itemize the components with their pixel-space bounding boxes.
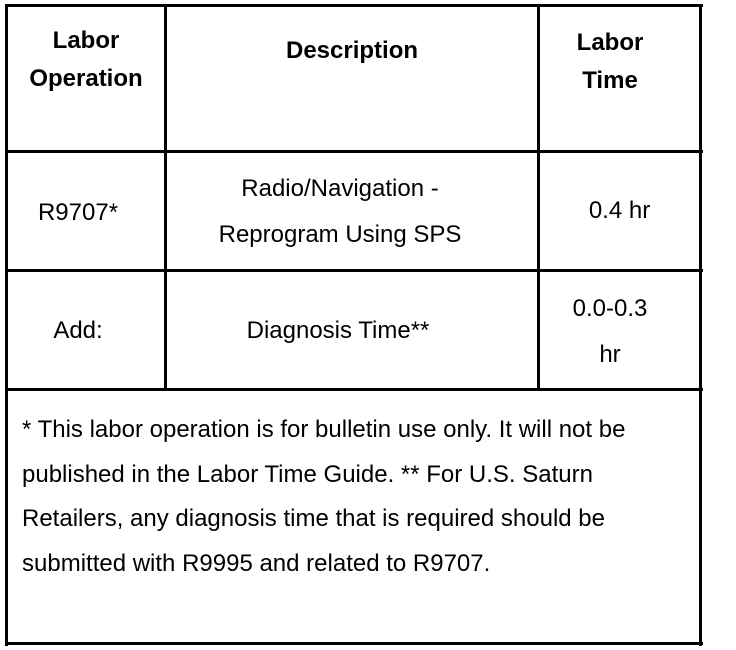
row-1-description [190, 166, 490, 258]
table-border-right [699, 4, 702, 646]
row-2-operation [8, 308, 148, 354]
row-2-time [560, 286, 660, 378]
row-2-description-text: Diagnosis Time** [246, 317, 430, 344]
table-border-top [5, 4, 703, 7]
row-1-operation-text: R9707* [37, 199, 119, 226]
header-description [167, 32, 537, 70]
row-1-time [540, 188, 699, 234]
row-divider-1 [5, 269, 703, 272]
row-2-time-text: 0.0-0.3 hr [572, 295, 648, 368]
header-description-text: Description [285, 37, 419, 64]
table-border-bottom [5, 642, 703, 645]
header-labor-operation [8, 22, 164, 98]
row-2-description [167, 308, 509, 354]
header-labor-time [560, 24, 660, 100]
row-divider-header [5, 150, 703, 153]
header-labor-operation-text: Labor Operation [29, 27, 143, 92]
footnote: * This labor operation is for bulletin use only. It will not be published in the Labor Time Guide. ** For U.S. Saturn Retailers, any diagnosis time that is required should be submitted with R9995 and related to R9707. [22, 416, 626, 577]
row-2-operation-text: Add: [53, 317, 103, 344]
row-divider-2 [5, 388, 703, 391]
header-labor-time-text: Labor Time [576, 29, 644, 94]
row-1-operation [8, 190, 148, 236]
row-1-time-text: 0.4 hr [588, 197, 651, 224]
row-1-description-text: Radio/Navigation - Reprogram Using SPS [218, 175, 462, 248]
